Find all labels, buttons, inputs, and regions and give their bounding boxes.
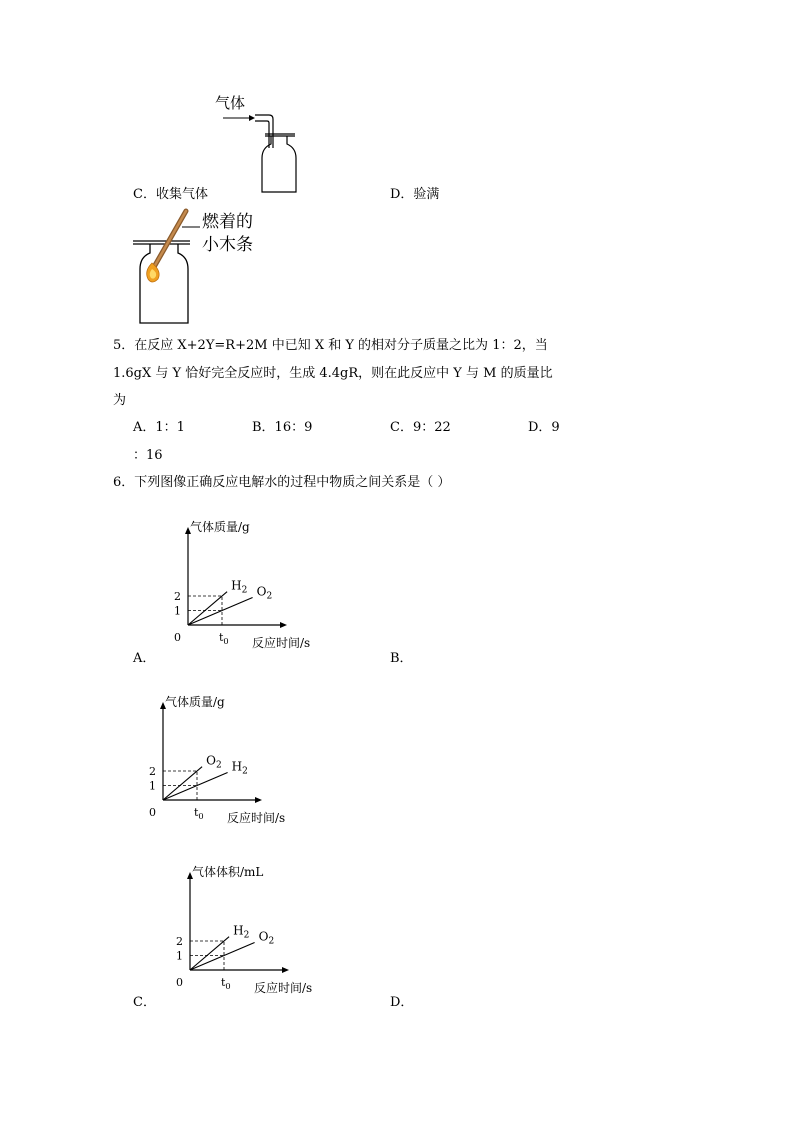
y-tick-label: 1 [176,949,183,963]
series-line-h2 [188,592,227,625]
q6-option-b: B． [390,651,413,666]
q5-option-c: C．9：22 [390,420,451,435]
q5-option-d: D．9 [528,420,560,435]
series-line-o2 [188,597,253,625]
q5-option-b: B．16：9 [252,420,313,435]
series-line-o2 [163,767,202,800]
stick-label-line1: 燃着的 [202,212,253,232]
gas-arrow-label: 气体 [215,94,246,112]
series-label-h2: $H_2$ [233,923,250,941]
series-line-o2 [190,942,255,970]
option-d-verify-full: D．验满 [390,187,440,202]
y-tick-label: 2 [149,765,156,778]
series-label-o2: $O_2$ [258,929,275,947]
x-axis-label: 反应时间/s [254,981,313,995]
y-axis-label: 气体体积/mL [192,865,264,879]
series-label-o2: $O_2$ [206,753,222,771]
x-axis-arrow [280,622,287,628]
q6-stem: 6．下列图像正确反应电解水的过程中物质之间关系是（ ） [113,475,451,490]
chart-b [145,690,315,830]
series-label-h2: $H_2$ [231,578,248,596]
y-axis-label: 气体质量/g [165,695,225,709]
x-axis-arrow [282,967,289,973]
origin-label: 0 [174,631,181,644]
series-label-o2: $O_2$ [256,584,273,602]
origin-label: 0 [149,806,156,819]
y-tick-label: 2 [176,935,183,948]
x-axis-label: 反应时间/s [227,811,286,825]
q6-option-d: D． [390,995,414,1010]
q5-line3: 为 [113,393,127,408]
y-tick-label: 2 [174,590,181,603]
x-axis-arrow [255,797,262,803]
y-tick-label: 1 [174,604,181,618]
burning-stick-figure [130,205,280,327]
stick-label-line2: 小木条 [202,235,253,255]
x-axis-label: 反应时间/s [252,636,311,650]
y-tick-label: 1 [149,779,156,793]
q6-option-a: A． [133,651,156,666]
x-tick-label-t0: $t_0$ [221,976,231,991]
series-label-h2: $H_2$ [231,759,248,777]
option-c-collect-gas: C．收集气体 [133,187,208,202]
q5-line2: 1.6gX 与 Y 恰好完全反应时，生成 4.4gR，则在此反应中 Y 与 M 的质量比 [113,366,553,381]
gas-collection-figure [205,88,315,198]
x-tick-label-t0: $t_0$ [219,631,229,646]
wooden-stick [154,211,186,267]
series-line-h2 [163,772,228,800]
q6-option-c: C． [133,995,156,1010]
y-axis-label: 气体质量/g [190,520,250,534]
chart-a [170,515,340,655]
origin-label: 0 [176,976,183,989]
collection-bottle [255,115,296,192]
q5-option-a: A．1：1 [133,420,185,435]
q5-option-d-continued: ：16 [133,448,163,463]
x-tick-label-t0: $t_0$ [194,806,204,821]
q5-line1: 5．在反应 X+2Y=R+2M 中已知 X 和 Y 的相对分子质量之比为 1：2，当 [113,338,548,353]
gas-arrow [223,115,255,121]
series-line-h2 [190,937,229,970]
chart-c [172,860,342,1000]
